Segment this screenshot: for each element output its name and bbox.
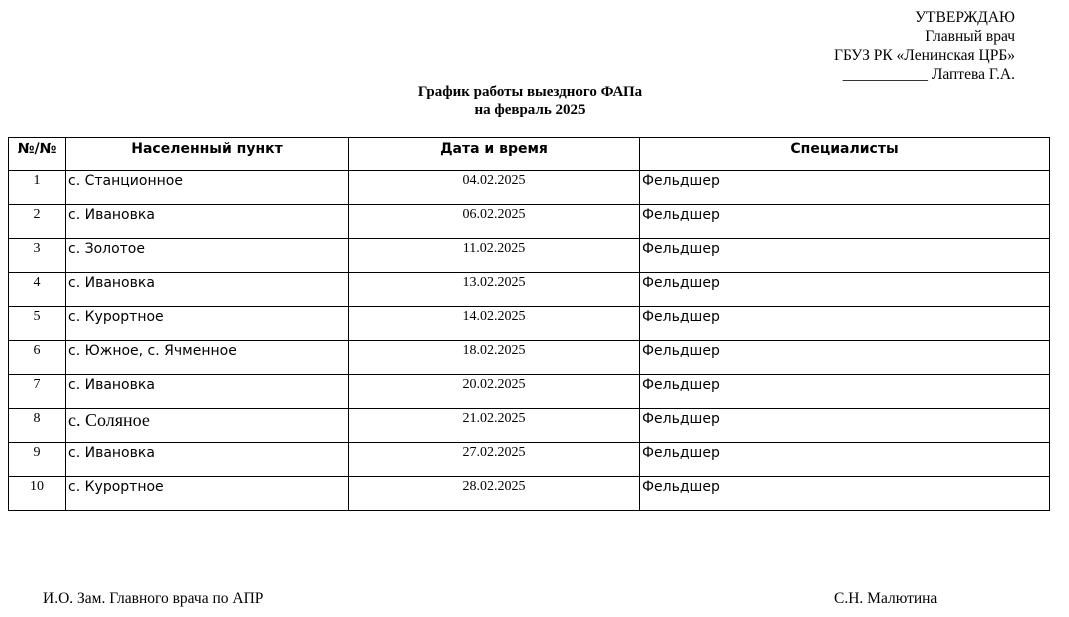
table-header-row bbox=[9, 138, 1050, 171]
table-row bbox=[9, 307, 1050, 341]
schedule-table bbox=[8, 137, 1050, 511]
row-number: 1 bbox=[9, 171, 66, 205]
row-specialist: Фельдшер bbox=[640, 443, 1050, 477]
table-row bbox=[9, 341, 1050, 375]
row-specialist: Фельдшер bbox=[640, 307, 1050, 341]
footer-signatory: С.Н. Малютина bbox=[834, 590, 938, 607]
row-specialist: Фельдшер bbox=[640, 477, 1050, 511]
row-date: 04.02.2025 bbox=[349, 171, 640, 205]
row-specialist: Фельдшер bbox=[640, 375, 1050, 409]
table-row bbox=[9, 443, 1050, 477]
row-specialist: Фельдшер bbox=[640, 409, 1050, 443]
approval-position: Главный врач bbox=[925, 28, 1015, 45]
row-date: 14.02.2025 bbox=[349, 307, 640, 341]
approval-heading: УТВЕРЖДАЮ bbox=[915, 9, 1015, 26]
row-number: 5 bbox=[9, 307, 66, 341]
row-settlement: с. Станционное bbox=[66, 171, 349, 205]
row-settlement: с. Соляное bbox=[66, 409, 349, 443]
approval-block bbox=[834, 8, 1015, 84]
row-number: 9 bbox=[9, 443, 66, 477]
title-line-1: График работы выездного ФАПа bbox=[417, 84, 643, 100]
row-date: 18.02.2025 bbox=[349, 341, 640, 375]
row-settlement: с. Курортное bbox=[66, 307, 349, 341]
title-line-2: на февраль 2025 bbox=[474, 102, 586, 118]
row-settlement: с. Ивановка bbox=[66, 205, 349, 239]
row-number: 3 bbox=[9, 239, 66, 273]
footer-position: И.О. Зам. Главного врача по АПР bbox=[43, 590, 264, 607]
table-row bbox=[9, 171, 1050, 205]
approval-signature: ___________ Лаптева Г.А. bbox=[842, 66, 1015, 83]
row-date: 06.02.2025 bbox=[349, 205, 640, 239]
row-settlement: с. Ивановка bbox=[66, 443, 349, 477]
row-date: 13.02.2025 bbox=[349, 273, 640, 307]
row-specialist: Фельдшер bbox=[640, 171, 1050, 205]
row-date: 28.02.2025 bbox=[349, 477, 640, 511]
row-settlement: с. Ивановка bbox=[66, 375, 349, 409]
row-specialist: Фельдшер bbox=[640, 205, 1050, 239]
row-date: 11.02.2025 bbox=[349, 239, 640, 273]
row-date: 20.02.2025 bbox=[349, 375, 640, 409]
table-row bbox=[9, 477, 1050, 511]
approval-organization: ГБУЗ РК «Ленинская ЦРБ» bbox=[833, 47, 1015, 64]
table-row bbox=[9, 239, 1050, 273]
document-title bbox=[0, 83, 1060, 119]
row-settlement: с. Курортное bbox=[66, 477, 349, 511]
row-number: 8 bbox=[9, 409, 66, 443]
header-date-time: Дата и время bbox=[349, 138, 640, 171]
row-date: 27.02.2025 bbox=[349, 443, 640, 477]
row-number: 6 bbox=[9, 341, 66, 375]
header-number: №/№ bbox=[9, 138, 66, 171]
table-row bbox=[9, 409, 1050, 443]
header-specialists: Специалисты bbox=[640, 138, 1050, 171]
row-settlement: с. Ивановка bbox=[66, 273, 349, 307]
row-number: 2 bbox=[9, 205, 66, 239]
row-specialist: Фельдшер bbox=[640, 273, 1050, 307]
row-number: 4 bbox=[9, 273, 66, 307]
row-number: 10 bbox=[9, 477, 66, 511]
row-date: 21.02.2025 bbox=[349, 409, 640, 443]
row-number: 7 bbox=[9, 375, 66, 409]
table-row bbox=[9, 273, 1050, 307]
row-specialist: Фельдшер bbox=[640, 239, 1050, 273]
row-settlement: с. Южное, с. Ячменное bbox=[66, 341, 349, 375]
table-row bbox=[9, 205, 1050, 239]
row-specialist: Фельдшер bbox=[640, 341, 1050, 375]
table-row bbox=[9, 375, 1050, 409]
row-settlement: с. Золотое bbox=[66, 239, 349, 273]
header-settlement: Населенный пункт bbox=[66, 138, 349, 171]
